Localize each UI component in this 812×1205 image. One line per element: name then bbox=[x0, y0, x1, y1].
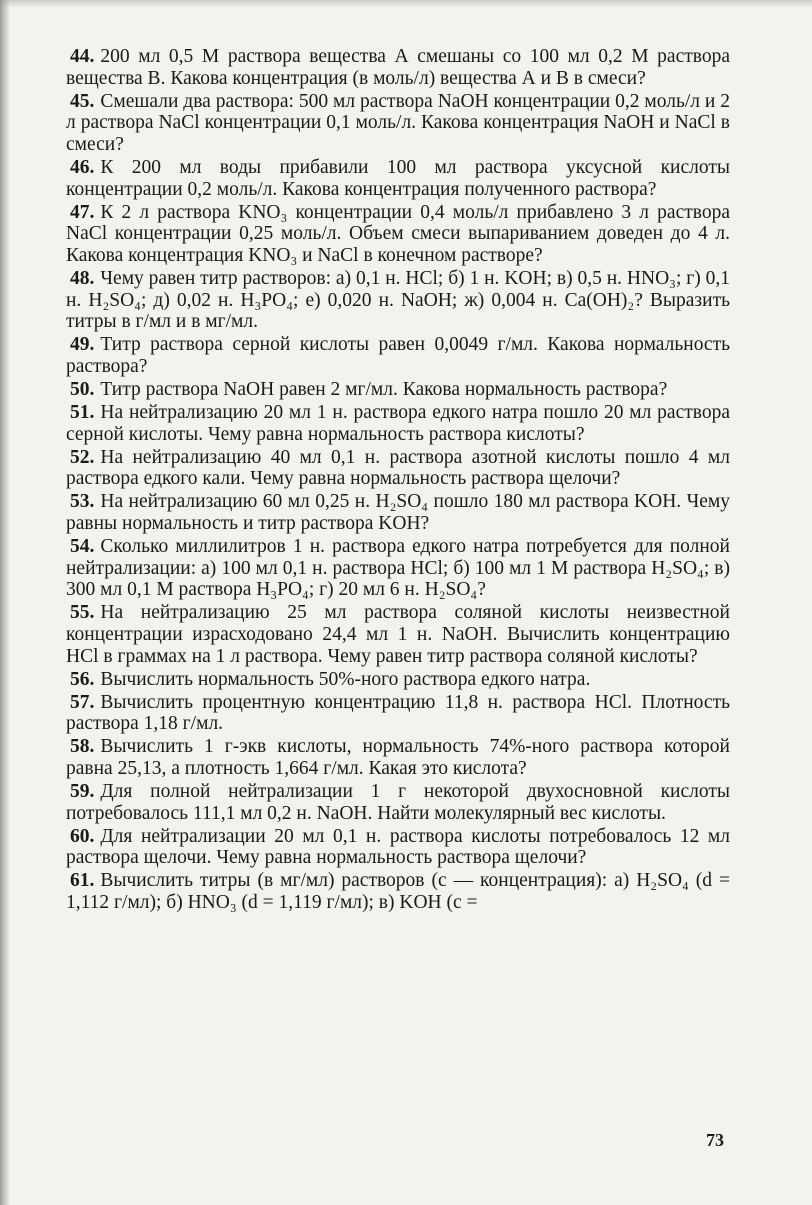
problem-text: Для нейтрализации 20 мл 0,1 н. раствора кислоты потребовалось 12 мл раствора щелочи. Чему равна нормальность раствора щелочи? bbox=[66, 825, 730, 869]
problem-number: 57. bbox=[70, 691, 95, 713]
problem-text: К 200 мл воды прибавили 100 мл раствора уксусной кислоты концентрации 0,2 моль/л. Какова концентрация полученного раствора? bbox=[66, 156, 730, 200]
problem-49 bbox=[66, 334, 730, 377]
problem-51 bbox=[66, 402, 730, 445]
problem-59 bbox=[66, 781, 730, 824]
problem-number: 58. bbox=[70, 736, 95, 758]
problem-text: Смешали два раствора: 500 мл раствора NaOH концентрации 0,2 моль/л и 2 л раствора NaCl концентрации 0,1 моль/л. Какова концентрация NaOH и NaCl в смеси? bbox=[66, 90, 730, 155]
problem-text: На нейтрализацию 25 мл раствора соляной кислоты неизвестной концентрации израсходовано 24,4 мл 1 н. NaOH. Вычислить концентрацию HCl в граммах на 1 л раствора. Чему равен титр раствора соляной кислоты? bbox=[66, 602, 730, 667]
problem-58 bbox=[66, 736, 730, 779]
problem-list bbox=[66, 46, 730, 915]
problem-number: 56. bbox=[70, 668, 95, 690]
problem-number: 54. bbox=[70, 536, 95, 558]
problem-text: Вычислить процентную концентрацию 11,8 н. раствора HCl. Плотность раствора 1,18 г/мл. bbox=[66, 691, 730, 735]
problem-text: Вычислить титры (в мг/мл) растворов (с — концентрация): а) H₂SO₄ (d = 1,112 г/мл); б) HNO₃ (d = 1,119 г/мл); в) KOH (с = bbox=[66, 870, 730, 914]
problem-44 bbox=[66, 46, 730, 89]
problem-number: 48. bbox=[70, 267, 95, 289]
page-binding-edge bbox=[0, 0, 10, 1205]
problem-number: 60. bbox=[70, 825, 95, 847]
problem-47 bbox=[66, 202, 730, 267]
problem-52 bbox=[66, 447, 730, 490]
problem-60 bbox=[66, 826, 730, 869]
problem-number: 47. bbox=[70, 201, 95, 223]
problem-53 bbox=[66, 491, 730, 534]
problem-number: 45. bbox=[70, 90, 95, 112]
problem-55 bbox=[66, 602, 730, 667]
problem-number: 44. bbox=[70, 46, 95, 67]
problem-text: Вычислить 1 г-экв кислоты, нормальность 74%-ного раствора которой равна 25,13, а плотность 1,664 г/мл. Какая это кислота? bbox=[66, 736, 730, 779]
problem-54 bbox=[66, 536, 730, 601]
problem-text: Титр раствора NaOH равен 2 мг/мл. Какова нормальность раствора? bbox=[100, 378, 668, 400]
problem-number: 52. bbox=[70, 446, 95, 468]
page-top-edge bbox=[0, 0, 812, 8]
problem-number: 51. bbox=[70, 402, 95, 423]
problem-46 bbox=[66, 157, 730, 200]
problem-text: Вычислить нормальность 50%-ного раствора едкого натра. bbox=[100, 668, 591, 690]
problem-number: 46. bbox=[70, 156, 95, 178]
problem-number: 50. bbox=[70, 378, 95, 400]
problem-50 bbox=[66, 379, 730, 401]
problem-number: 49. bbox=[70, 334, 95, 356]
problem-number: 55. bbox=[70, 602, 95, 624]
problem-number: 59. bbox=[70, 781, 95, 803]
problem-45 bbox=[66, 91, 730, 156]
problem-text: На нейтрализацию 60 мл 0,25 н. H₂SO₄ пошло 180 мл раствора KOH. Чему равны нормальность и титр раствора KOH? bbox=[66, 491, 730, 534]
problem-61 bbox=[66, 870, 730, 913]
problem-57 bbox=[66, 692, 730, 735]
problem-text: На нейтрализацию 20 мл 1 н. раствора едкого натра пошло 20 мл раствора серной кислоты. Чему равна нормальность раствора кислоты? bbox=[66, 402, 730, 445]
problem-56 bbox=[66, 669, 730, 691]
problem-text: 200 мл 0,5 М раствора вещества А смешаны со 100 мл 0,2 М раствора вещества В. Какова концентрация (в моль/л) вещества А и В в смеси? bbox=[66, 46, 730, 89]
problem-text: Чему равен титр растворов: а) 0,1 н. HCl; б) 1 н. KOH; в) 0,5 н. HNO₃; г) 0,1 н. H₂SO₄; д) 0,02 н. H₃PO₄; е) 0,020 н. NaOH; ж) 0,004 н. Ca(OH)₂? Выразить титры в г/мл и в мг/мл. bbox=[66, 267, 730, 333]
problem-text: На нейтрализацию 40 мл 0,1 н. раствора азотной кислоты пошло 4 мл раствора едкого кали. Чему равна нормальность раствора щелочи? bbox=[66, 446, 730, 490]
problem-text: Для полной нейтрализации 1 г некоторой двухосновной кислоты потребовалось 111,1 мл 0,2 н. NaOH. Найти молекулярный вес кислоты. bbox=[66, 781, 730, 824]
problem-48 bbox=[66, 268, 730, 333]
problem-text: К 2 л раствора KNO₃ концентрации 0,4 моль/л прибавлено 3 л раствора NaCl концентрации 0,25 моль/л. Объем смеси выпариванием доведен до 4 л. Какова концентрация KNO₃ и NaCl в конечном растворе? bbox=[66, 201, 730, 266]
problem-text: Титр раствора серной кислоты равен 0,0049 г/мл. Какова нормальность раствора? bbox=[66, 334, 730, 377]
problem-number: 61. bbox=[70, 870, 95, 892]
problem-number: 53. bbox=[70, 491, 95, 513]
page-number: 73 bbox=[706, 1130, 724, 1150]
problem-text: Сколько миллилитров 1 н. раствора едкого натра потребуется для полной нейтрализации: а) 100 мл 0,1 н. раствора HCl; б) 100 мл 1 М раствора H₂SO₄; в) 300 мл 0,1 М раствора H₃PO₄; г) 20 мл 6 н. H₂SO₄? bbox=[66, 536, 730, 601]
